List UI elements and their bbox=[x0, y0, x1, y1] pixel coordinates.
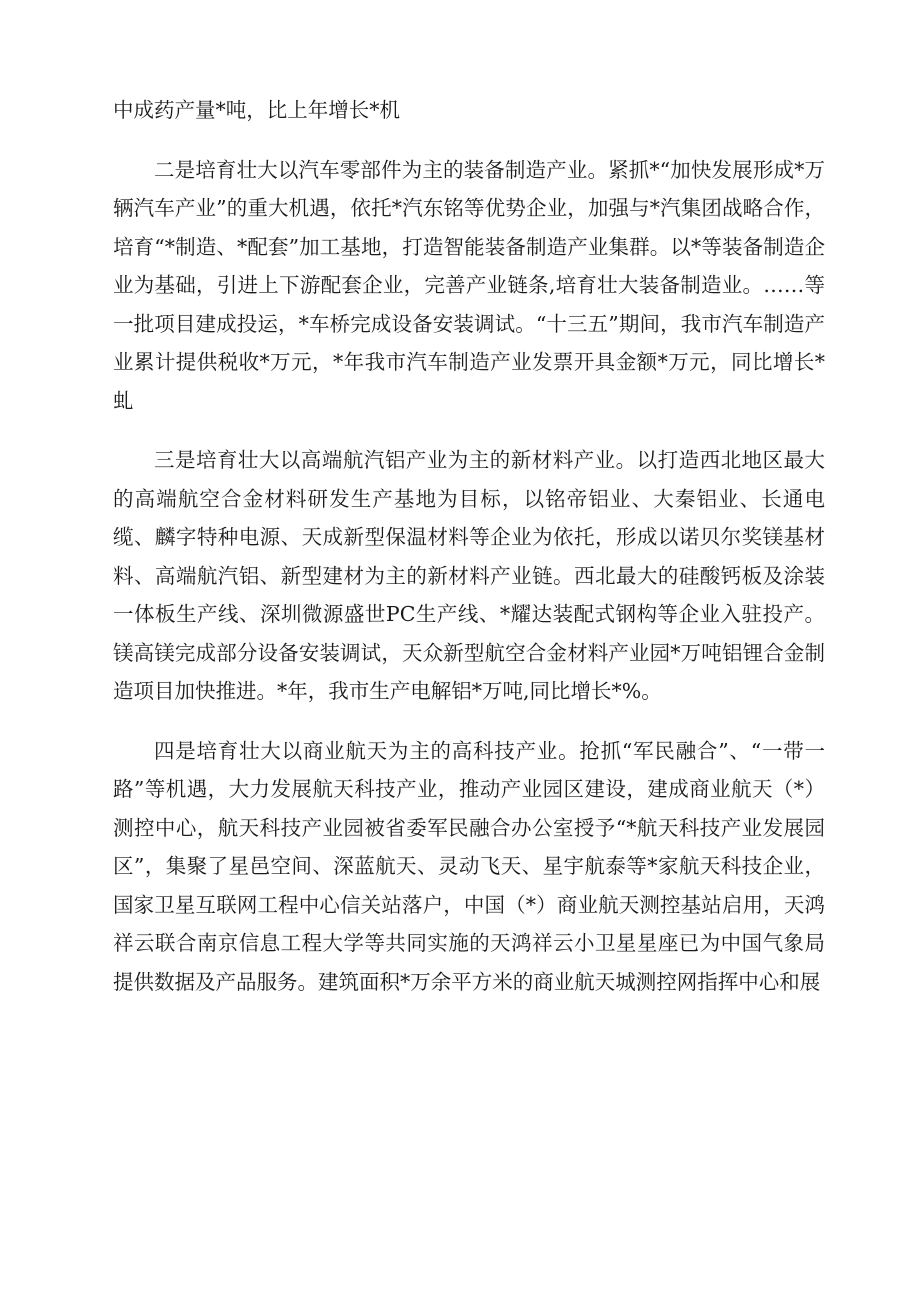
paragraph-commercial-aerospace: 四是培育壮大以商业航天为主的高科技产业。抢抓“军民融合”、“一带一路”等机遇，大力发展航天科技产业，推动产业园区建设，建成商业航天（*）测控中心，航天科技产业园被省委军民融合办公室授予“*航天科技产业发展园区”，集聚了星邑空间、深蓝航天、灵动飞天、星宇航泰等*家航天科技企业，国家卫星互联网工程中心信关站落户，中国（*）商业航天测控基站启用，天鸿祥云联合南京信息工程大学等共同实施的天鸿祥云小卫星星座已为中国气象局提供数据及产品服务。建筑面积*万余平方米的商业航天城测控网指挥中心和展 bbox=[113, 738, 825, 994]
paragraph-equipment-manufacturing: 二是培育壮大以汽车零部件为主的装备制造产业。紧抓*“加快发展形成*万辆汽车产业”的重大机遇，依托*汽东铭等优势企业，加强与*汽集团战略合作，培育“*制造、*配套”加工基地，打造智能装备制造产业集群。以*等装备制造企业为基础，引进上下游配套企业，完善产业链条,培育壮大装备制造业。……等一批项目建成投运，*车桥完成设备安装调试。“十三五”期间，我市汽车制造产业累计提供税收*万元，*年我市汽车制造产业发票开具金额*万元，同比增长*虬 bbox=[113, 157, 825, 413]
paragraph-new-materials: 三是培育壮大以高端航汽铝产业为主的新材料产业。以打造西北地区最大的高端航空合金材料研发生产基地为目标，以铭帝铝业、大秦铝业、长通电缆、麟字特种电源、天成新型保温材料等企业为依托，形成以诺贝尔奖镁基材料、高端航汽铝、新型建材为主的新材料产业链。西北最大的硅酸钙板及涂装一体板生产线、深圳微源盛世PC生产线、*耀达装配式钢构等企业入驻投产。镁高镁完成部分设备安装调试，天众新型航空合金材料产业园*万吨铝锂合金制造项目加快推进。*年，我市生产电解铝*万吨,同比增长*%。 bbox=[113, 448, 825, 703]
document-body bbox=[113, 91, 825, 1001]
paragraph-tcm-output: 中成药产量*吨，比上年增长*机 bbox=[113, 98, 400, 122]
